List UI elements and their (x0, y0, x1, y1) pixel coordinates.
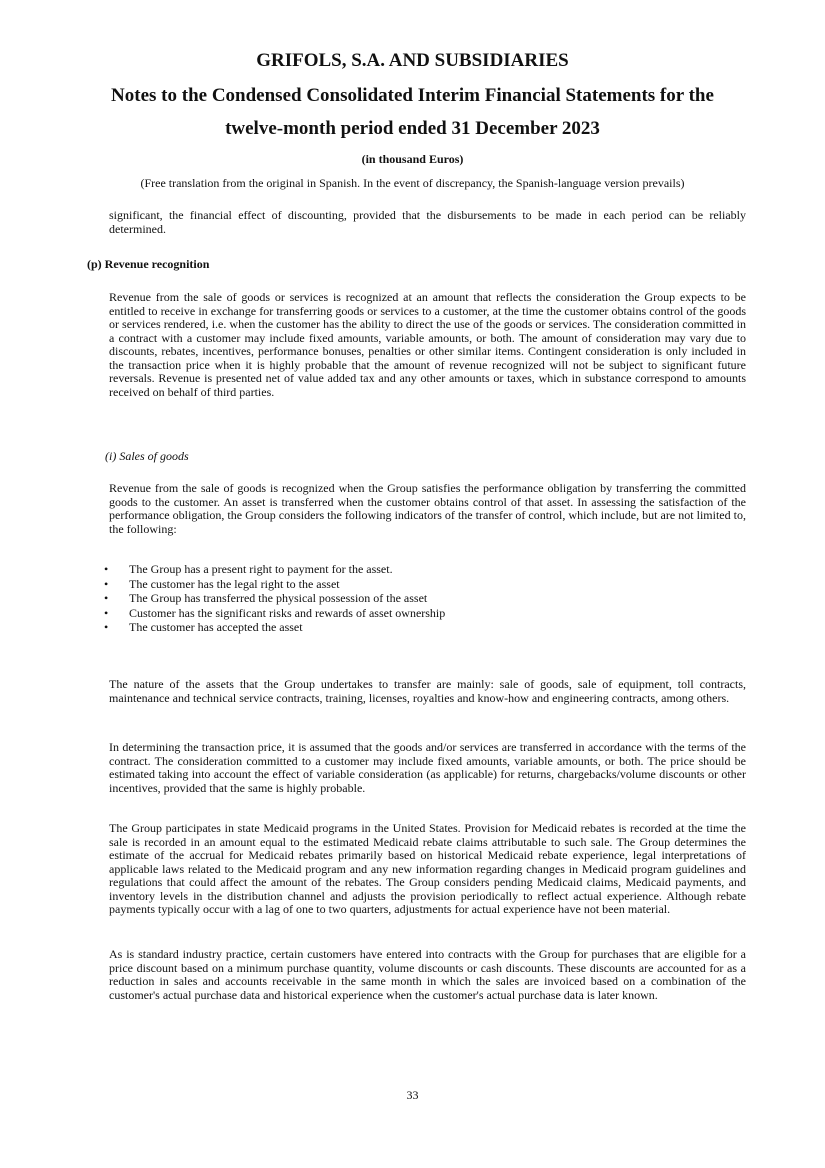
list-item-text: The Group has transferred the physical possession of the asset (129, 591, 428, 605)
list-item-text: The customer has the legal right to the asset (129, 576, 340, 591)
document-title-line-2: twelve-month period ended 31 December 2023 (225, 118, 600, 139)
sales-intro-paragraph: Revenue from the sale of goods is recognized when the Group satisfies the performance obligation by transferring the committed goods to the customer. An asset is transferred when the customer obtains control of that asset. In assessing the satisfaction of the performance obligation, the Group considers the following indicators of the transfer of control, which include, but are not limited to, the following: (109, 481, 746, 536)
transfer-of-control-indicators-list (104, 562, 445, 635)
bullet-icon: • (104, 620, 109, 634)
list-item (104, 562, 445, 577)
page-number: 33 (406, 1088, 419, 1102)
list-item (104, 591, 445, 606)
revenue-intro-paragraph: Revenue from the sale of goods or services is recognized at an amount that reflects the consideration the Group expects to be entitled to receive in exchange for transferring goods or services to a customer, at the time the customer obtains control of the goods or services rendered, i.e. when the customer has the ability to direct the use of the goods or services. The consideration committed in a contract with a customer may include fixed amounts, variable amounts, or both. The amount of consideration may vary due to discounts, rebates, incentives, performance bonuses, penalties or other similar items. Contingent consideration is only included in the transaction price when it is highly probable that the amount of revenue recognized will not be subject to significant future reversals. Revenue is presented net of value added tax and any other amounts or taxes, which in substance correspond to amounts received on behalf of third parties. (109, 290, 746, 399)
bullet-icon: • (104, 576, 109, 591)
translation-note: (Free translation from the original in Spanish. In the event of discrepancy, the Spanish-language version prevails) (140, 176, 685, 190)
industry-practice-paragraph: As is standard industry practice, certain customers have entered into contracts with the Group for purchases that are eligible for a price discount based on a minimum purchase quantity, volume discounts or cash discounts. These discounts are accounted for as a reduction in sales and accounts receivable in the same month in which the sales are invoiced based on a combination of the customer's actual purchase data and historical experience when the customer's actual purchase data is later known. (109, 947, 746, 1002)
list-item (104, 620, 445, 635)
bullet-icon: • (104, 605, 109, 620)
continuation-paragraph: significant, the financial effect of discounting, provided that the disbursements to be made in each period can be reliably determined. (109, 208, 746, 236)
section-heading-revenue-recognition: (p) Revenue recognition (87, 257, 210, 271)
units-note: (in thousand Euros) (361, 152, 464, 166)
subsection-heading-sales-of-goods: (i) Sales of goods (105, 449, 189, 463)
document-title-line-1: Notes to the Condensed Consolidated Interim Financial Statements for the (111, 85, 714, 106)
list-item (104, 606, 445, 621)
list-item-text: The Group has a present right to payment for the asset. (129, 562, 393, 576)
transaction-price-paragraph: In determining the transaction price, it is assumed that the goods and/or services are transferred in accordance with the terms of the contract. The consideration committed to a customer may include fixed amounts, variable amounts, or both. The price should be estimated taking into account the effect of variable consideration (as applicable) for returns, chargebacks/volume discounts or other incentives, provided that the same is highly probable. (109, 740, 746, 795)
nature-of-assets-paragraph: The nature of the assets that the Group undertakes to transfer are mainly: sale of goods, sale of equipment, toll contracts, maintenance and technical service contracts, training, licenses, royalties and know-how and engineering contracts, among others. (109, 677, 746, 705)
list-item (104, 577, 445, 592)
bullet-icon: • (104, 562, 109, 576)
list-item-text: Customer has the significant risks and rewards of asset ownership (129, 605, 446, 620)
list-item-text: The customer has accepted the asset (129, 620, 303, 634)
medicaid-paragraph: The Group participates in state Medicaid programs in the United States. Provision for Medicaid rebates is recorded at the time the sale is recorded in an amount equal to the estimated Medicaid rebate claims attributable to such sale. The Group determines the estimate of the accrual for Medicaid rebates primarily based on historical Medicaid rebate experience, legal interpretations of applicable laws related to the Medicaid program and any new information regarding changes in Medicaid program guidelines and regulations that could affect the amount of the rebates. The Group considers pending Medicaid claims, Medicaid payments, and inventory levels in the distribution channel and adjusts the provision periodically to reflect actual experience. Although rebate payments typically occur with a lag of one to two quarters, adjustments for actual experience have not been material. (109, 821, 746, 916)
company-name: GRIFOLS, S.A. AND SUBSIDIARIES (256, 50, 569, 71)
bullet-icon: • (104, 591, 109, 605)
